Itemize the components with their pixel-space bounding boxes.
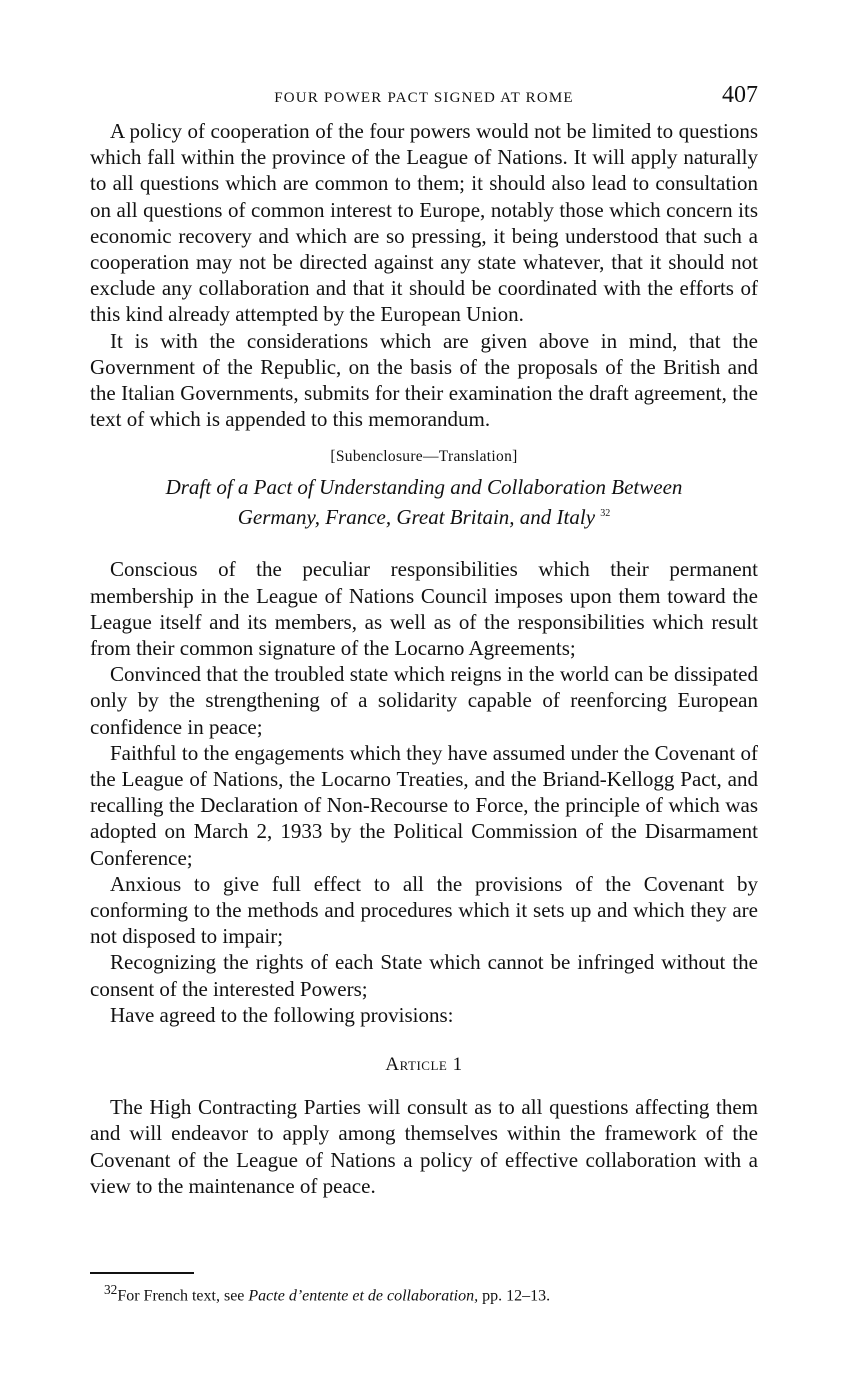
footnote-number: 32 (104, 1282, 118, 1297)
footnote-divider (90, 1272, 194, 1274)
preamble-paragraph-5: Recognizing the rights of each State which cannot be infringed without the consent of the interested Powers; (90, 950, 758, 1001)
footnote-text-before: For French text, see (117, 1287, 249, 1305)
running-header (90, 82, 758, 118)
page-number: 407 (722, 82, 758, 108)
preamble-paragraph-1: Conscious of the peculiar responsibilities which their permanent membership in the League of Nations Council imposes upon them toward the League itself and its members, as well as of the responsibilities which result from their common signature of the Locarno Agreements; (90, 557, 758, 661)
article-1-text: The High Contracting Parties will consult as to all questions affecting them and will endeavor to apply among themselves within the framework of the Covenant of the League of Nations a policy of effective collaboration with a view to the maintenance of peace. (90, 1095, 758, 1198)
footnote (90, 1282, 758, 1305)
preamble-paragraph-4: Anxious to give full effect to all the provisions of the Covenant by conforming to the methods and procedures which it sets up and which they are not disposed to impair; (90, 871, 758, 949)
article-heading: Article 1 (385, 1054, 463, 1076)
intro-paragraph-2: It is with the considerations which are given above in mind, that the Government of the Republic, on the basis of the proposals of the British and the Italian Governments, submits for their examination the draft agreement, the text of which is appended to this memorandum. (90, 328, 758, 432)
intro-paragraph-1: A policy of cooperation of the four powers would not be limited to questions which fall within the province of the League of Nations. It will apply naturally to all questions which are common to them; it should also lead to consultation on all questions of common interest to Europe, notably those which concern its economic recovery and which are so pressing, it being understood that such a cooperation may not be directed against any state whatever, that it should not exclude any collaboration and that it should be coordinated with the efforts of this kind already attempted by the European Union. (90, 119, 758, 327)
subenclosure-label: [Subenclosure—Translation] (330, 448, 518, 466)
footnote-reference: 32 (600, 507, 611, 519)
draft-title (90, 474, 758, 530)
draft-title-line-2-text: Germany, France, Great Britain, and Italy (237, 504, 596, 529)
document-page (90, 82, 758, 1199)
running-title: FOUR POWER PACT SIGNED AT ROME (274, 90, 574, 106)
preamble-paragraph-6: Have agreed to the following provisions: (110, 1002, 454, 1027)
preamble-paragraph-2: Convinced that the troubled state which reigns in the world can be dissipated only by the strengthening of a solidarity capable of reenforcing European confidence in peace; (90, 662, 758, 739)
draft-title-line-1: Draft of a Pact of Understanding and Collaboration Between (165, 475, 683, 500)
draft-title-line-2 (90, 501, 758, 531)
footnote-title: Pacte d’entente et de collaboration, (248, 1287, 479, 1305)
preamble-paragraph-3: Faithful to the engagements which they have assumed under the Covenant of the League of Nations, the Locarno Treaties, and the Briand-Kellogg Pact, and recalling the Declaration of Non-Recourse to Force, the principle of which was adopted on March 2, 1933 by the Political Commission of the Disarmament Conference; (90, 740, 758, 870)
footnote-text-after: pp. 12–13. (478, 1287, 551, 1305)
